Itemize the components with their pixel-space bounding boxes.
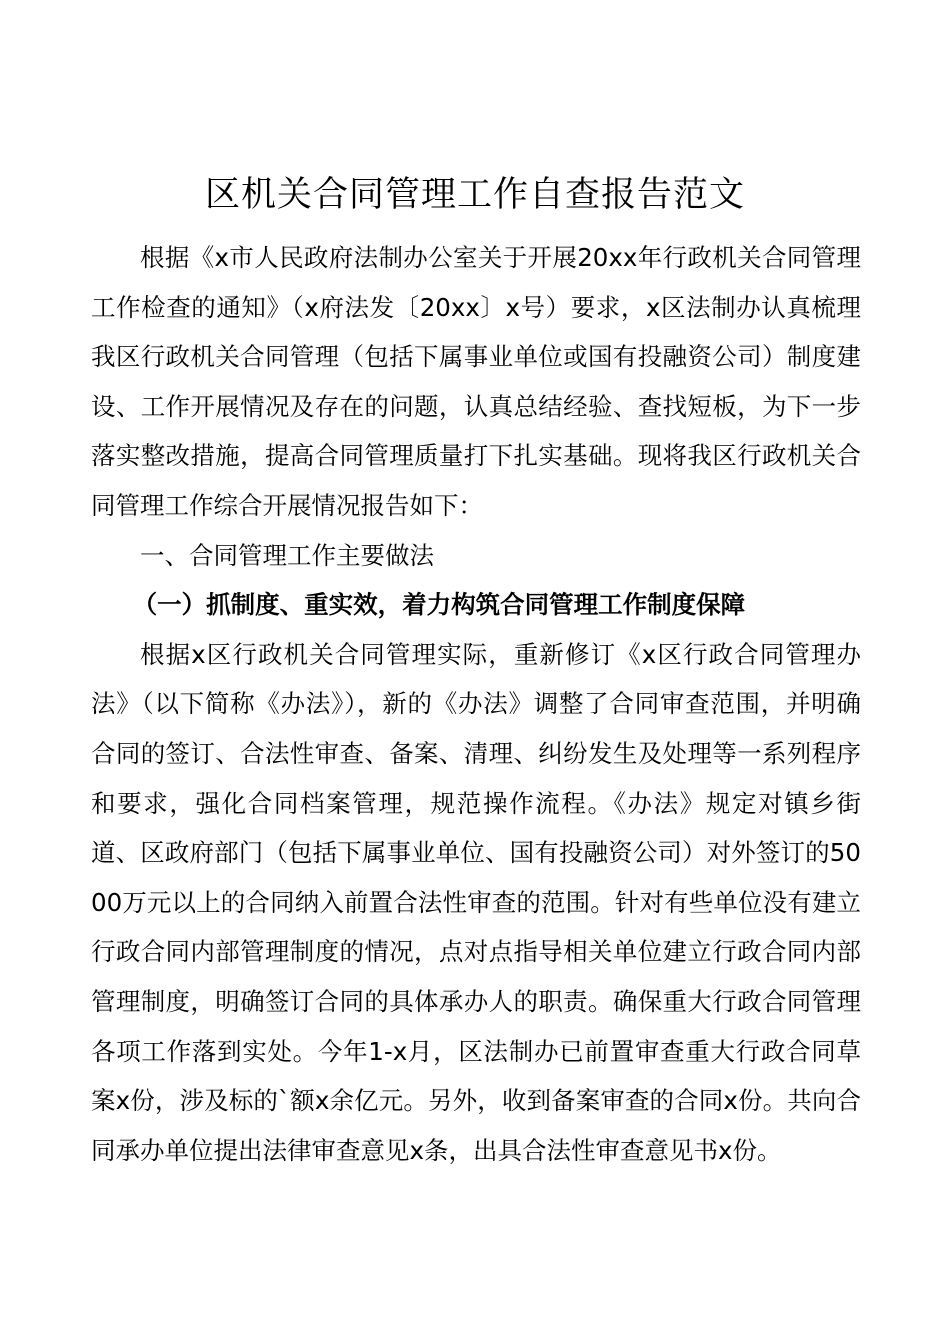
intro-paragraph: 根据《x市人民政府法制办公室关于开展20xx年行政机关合同管理工作检查的通知》（x府法发〔20xx〕x号）要求，x区法制办认真梳理我区行政机关合同管理（包括下属事业单位或国有投融资公司）制度建设、工作开展情况及存在的问题，认真总结经验、查找短板，为下一步落实整改措施，提高合同管理质量打下扎实基础。现将我区行政机关合同管理工作综合开展情况报告如下： <box>91 243 861 520</box>
subsection-heading: （一）抓制度、重实效，着力构筑合同管理工作制度保障 <box>132 590 746 620</box>
subsection-paragraph: 根据x区行政机关合同管理实际，重新修订《x区行政合同管理办法》（以下简称《办法》），新的《办法》调整了合同审查范围，并明确合同的签订、合法性审查、备案、清理、纠纷发生及处理等一系列程序和要求，强化合同档案管理，规范操作流程。《办法》规定对镇乡街道、区政府部门（包括下属事业单位、国有投融资公司）对外签订的5000万元以上的合同纳入前置合法性审查的范围。针对有些单位没有建立行政合同内部管理制度的情况，点对点指导相关单位建立行政合同内部管理制度，明确签订合同的具体承办人的职责。确保重大行政合同管理各项工作落到实处。今年1-x月，区法制办已前置审查重大行政合同草案x份，涉及标的`额x余亿元。另外，收到备案审查的合同x份。共向合同承办单位提出法律审查意见x条，出具合法性审查意见书x份。 <box>91 639 861 1165</box>
document-body <box>91 233 861 1175</box>
section-heading: 一、合同管理工作主要做法 <box>140 540 434 570</box>
document-title: 区机关合同管理工作自查报告范文 <box>204 175 745 215</box>
